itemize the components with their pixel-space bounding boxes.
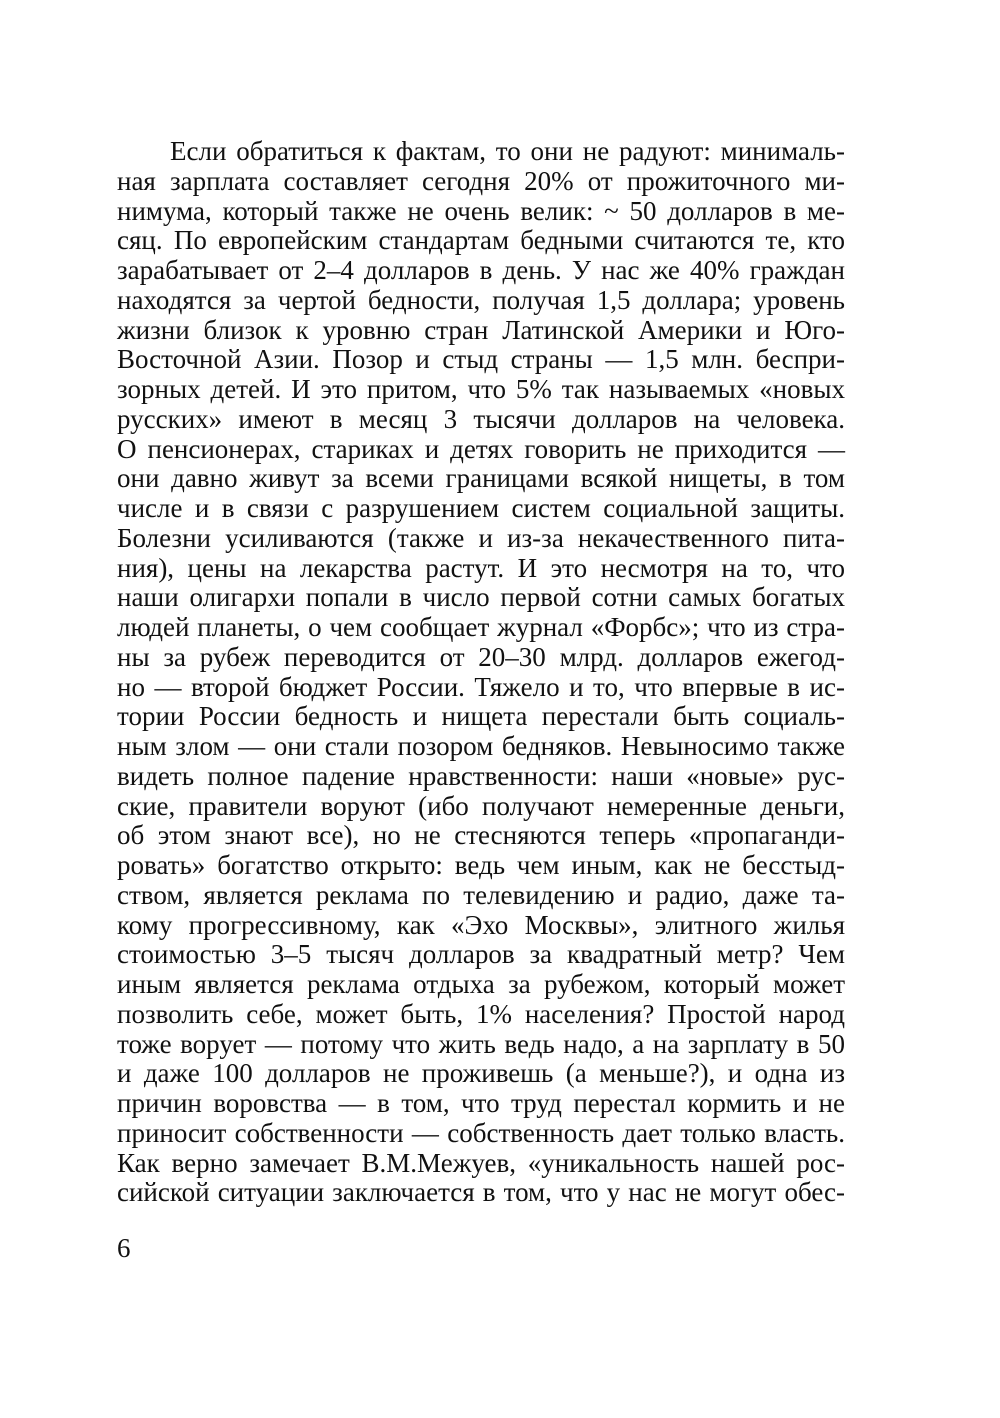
text-line: Как верно замечает В.М.Межуев, «уникальность нашей рос- xyxy=(117,1147,845,1178)
text-line: находятся за чертой бедности, получая 1,5 доллара; уровень xyxy=(117,284,845,315)
text-line: зорных детей. И это притом, что 5% так называемых «новых xyxy=(117,374,845,404)
text-line: Болезни усиливаются (также и из-за некачественного пита- xyxy=(117,522,845,553)
text-line: тории России бедность и нищета перестали быть социаль- xyxy=(117,701,845,732)
text-line: ния), цены на лекарства растут. И это несмотря на то, что xyxy=(117,552,845,583)
text-line: но — второй бюджет России. Тяжело и то, что впервые в ис- xyxy=(117,671,845,702)
text-line: наши олигархи попали в число первой сотни самых богатых xyxy=(117,582,845,613)
body-text xyxy=(117,137,845,1208)
text-line: позволить себе, может быть, 1% населения? Простой народ xyxy=(117,998,845,1029)
text-line: сяц. По европейским стандартам бедными считаются те, кто xyxy=(117,225,845,256)
text-line: нимума, который также не очень велик: ~ 50 долларов в ме- xyxy=(117,195,845,226)
text-line: ством, является реклама по телевидению и радио, даже та- xyxy=(117,879,845,910)
text-line: ские, правители воруют (ибо получают немеренные деньги, xyxy=(117,790,845,821)
text-line: приносит собственности — собственность дает только власть. xyxy=(117,1117,845,1148)
text-line: Если обратиться к фактам, то они не радуют: минималь- xyxy=(170,136,845,166)
text-line: ным злом — они стали позором бедняков. Невыносимо также xyxy=(117,731,845,761)
text-line: ная зарплата составляет сегодня 20% от прожиточного ми- xyxy=(117,165,845,196)
text-line: О пенсионерах, стариках и детях говорить не приходится — xyxy=(117,433,845,464)
text-line: причин воровства — в том, что труд перестал кормить и не xyxy=(117,1088,845,1118)
text-line: кому прогрессивному, как «Эхо Москвы», элитного жилья xyxy=(117,909,845,940)
text-line: и даже 100 долларов не проживешь (а меньше?), и одна из xyxy=(117,1058,845,1089)
text-line: ровать» богатство открыто: ведь чем иным, как не бесстыд- xyxy=(117,850,845,880)
text-line: числе и в связи с разрушением систем социальной защиты. xyxy=(117,493,845,523)
text-line: видеть полное падение нравственности: наши «новые» рус- xyxy=(117,760,845,791)
text-line: сийской ситуации заключается в том, что у нас не могут обес- xyxy=(117,1177,845,1208)
text-line: ны за рубеж переводится от 20–30 млрд. долларов ежегод- xyxy=(117,641,845,672)
text-line: Восточной Азии. Позор и стыд страны — 1,5 млн. беспри- xyxy=(117,344,845,375)
page-number: 6 xyxy=(117,1233,131,1263)
text-line: тоже ворует — потому что жить ведь надо, а на зарплату в 50 xyxy=(117,1028,845,1059)
text-line: они давно живут за всеми границами всякой нищеты, в том xyxy=(117,463,845,494)
text-line: стоимостью 3–5 тысяч долларов за квадратный метр? Чем xyxy=(117,939,845,970)
text-line: людей планеты, о чем сообщает журнал «Форбс»; что из стра- xyxy=(117,612,845,642)
text-line: жизни близок к уровню стран Латинской Америки и Юго- xyxy=(117,314,845,345)
text-line: иным является реклама отдыха за рубежом, который может xyxy=(117,969,845,999)
text-line: русских» имеют в месяц 3 тысячи долларов на человека. xyxy=(117,403,845,434)
text-line: об этом знают все), но не стесняются теперь «пропаганди- xyxy=(117,820,845,851)
text-line: зарабатывает от 2–4 долларов в день. У нас же 40% граждан xyxy=(117,255,845,285)
